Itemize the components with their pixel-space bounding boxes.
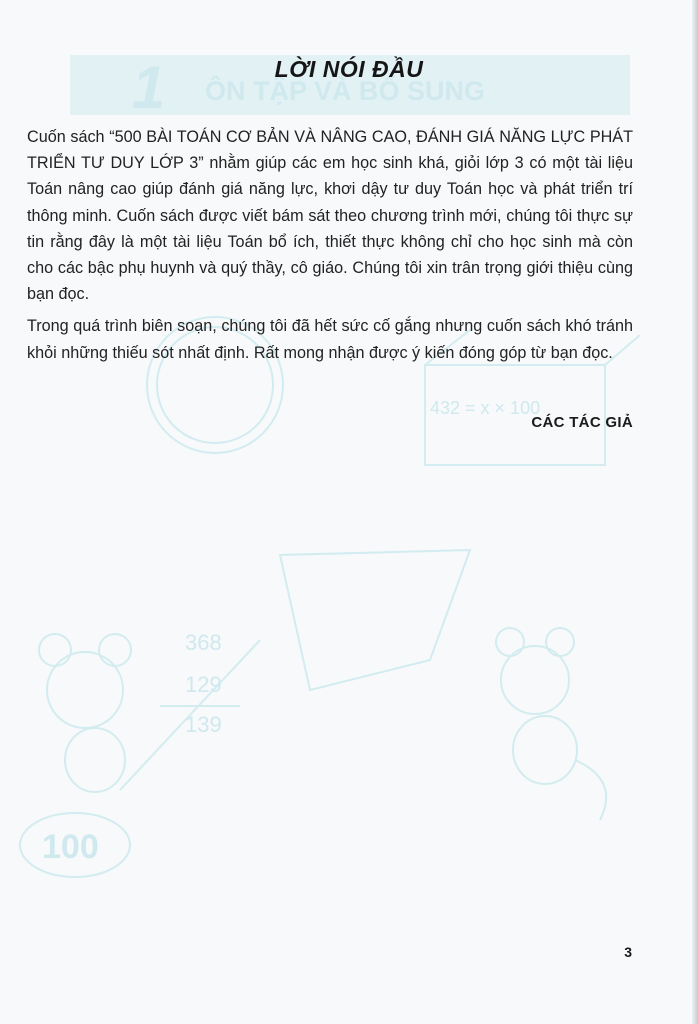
mouse-left-watermark bbox=[47, 652, 123, 728]
page-number: 3 bbox=[624, 944, 632, 960]
coin-label-watermark: 100 bbox=[42, 828, 99, 866]
foreword-body bbox=[27, 124, 633, 372]
equation-watermark: 432 = x × 100 bbox=[430, 398, 541, 418]
author-signature: CÁC TÁC GIẢ bbox=[531, 414, 633, 431]
calc-line-1-watermark: 368 bbox=[185, 630, 222, 655]
calc-line-2-watermark: 129 bbox=[185, 672, 222, 697]
chapter-number-watermark: 1 bbox=[132, 54, 166, 121]
chapter-title-watermark: ÔN TẬP VÀ BỔ SUNG bbox=[205, 76, 486, 106]
page-edge bbox=[692, 0, 698, 1024]
quadrilateral-watermark bbox=[280, 550, 470, 690]
paragraph-2: Trong quá trình biên soạn, chúng tôi đã hết sức cố gắng nhưng cuốn sách khó tránh khỏi những thiếu sót nhất định. Rất mong nhận được ý kiến đóng góp từ bạn đọc. bbox=[27, 317, 633, 362]
page-title: LỜI NÓI ĐẦU bbox=[274, 56, 424, 82]
paragraph-1: Cuốn sách “500 BÀI TOÁN CƠ BẢN VÀ NÂNG CAO, ĐÁNH GIÁ NĂNG LỰC PHÁT TRIỂN TƯ DUY LỚP 3” nhằm giúp các em học sinh khá, giỏi lớp 3 có một tài liệu Toán nâng cao giúp đánh giá năng lực, khơi dậy tư duy Toán học và phát triển trí thông minh. Cuốn sách được viết bám sát theo chương trình mới, chúng tôi thực sự tin rằng đây là một tài liệu Toán bổ ích, thiết thực không chỉ cho học sinh mà còn cho các bậc phụ huynh và quý thầy, cô giáo. Chúng tôi xin trân trọng giới thiệu cùng bạn đọc. bbox=[27, 128, 633, 304]
calc-line-3-watermark: 139 bbox=[185, 712, 222, 737]
